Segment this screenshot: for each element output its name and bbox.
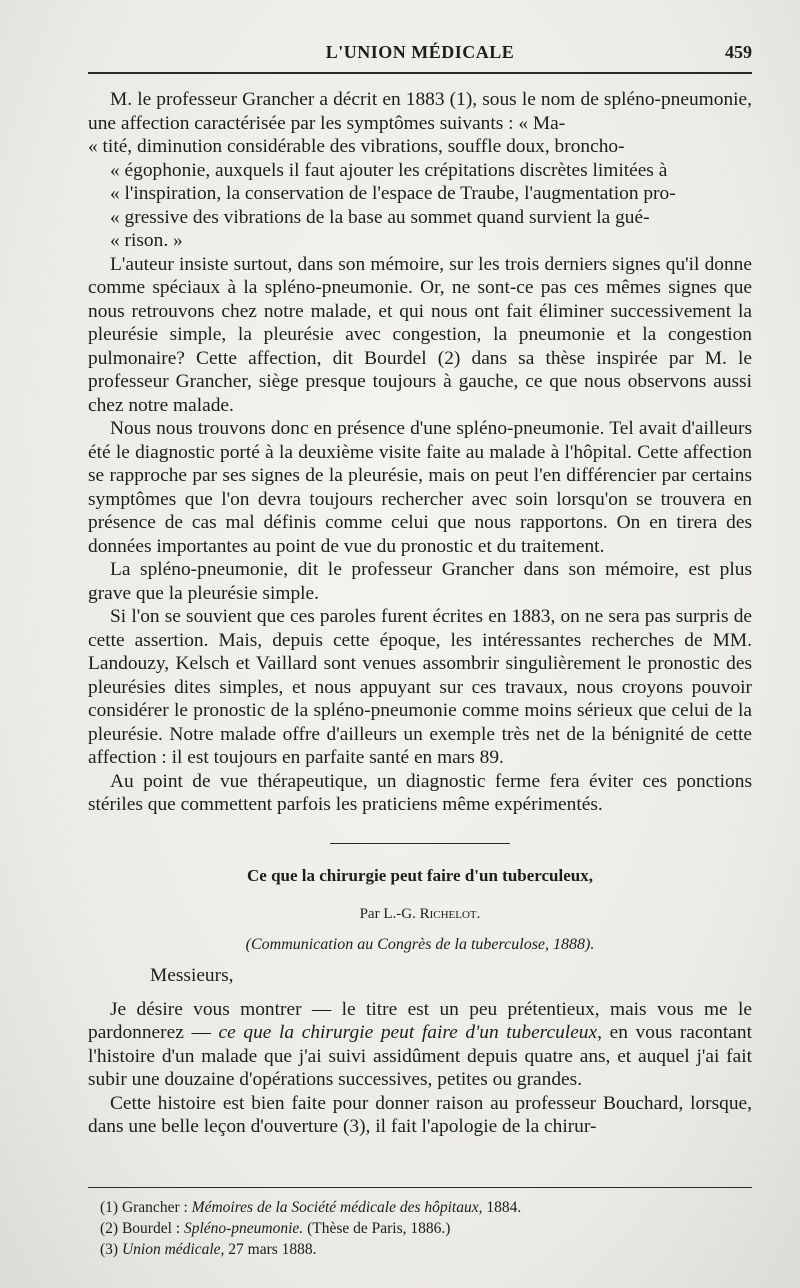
quote-line: « l'inspiration, la conservation de l'espace de Traube, l'augmentation pro- (110, 183, 676, 204)
footnote-source: Mémoires de la Société médicale des hôpitaux, (191, 1199, 483, 1216)
author-name: L.-G. Richelot. (383, 906, 481, 922)
paragraph: La spléno-pneumonie, dit le professeur Grancher dans son mémoire, est plus grave que la pleurésie simple. (88, 559, 752, 604)
quote-line: « rison. » (110, 230, 183, 251)
paragraph-text: en vous racontant l'histoire d'un malade que j'ai suivi assidûment depuis quatre ans, et auquel j'ai fait subir une douzaine d'opérations successives, petites ou grandes. (88, 1022, 752, 1090)
communication-note: (Communication au Congrès de la tuberculose, 1888). (245, 935, 595, 953)
byline (88, 903, 752, 927)
salutation: Messieurs, (150, 965, 234, 986)
article-title: Ce que la chirurgie peut faire d'un tuberculeux, (247, 865, 593, 885)
page-header (88, 38, 752, 68)
footnote-source: Spléno-pneumonie. (183, 1220, 304, 1237)
section-divider (330, 843, 510, 844)
italic-title-quote: ce que la chirurgie peut faire d'un tuberculeux, (218, 1022, 602, 1043)
footnote-number: (2) Bourdel : (100, 1220, 181, 1237)
footnote-rule (88, 1187, 752, 1188)
footnote-detail: 1884. (486, 1199, 522, 1216)
paragraph: Cette histoire est bien faite pour donner raison au professeur Bouchard, lorsque, dans une belle leçon d'ouverture (3), il fait l'apologie de la chirur- (88, 1092, 752, 1137)
footnote-number: (3) (100, 1241, 119, 1258)
page-number: 459 (725, 42, 752, 62)
quote-line: « égophonie, auxquels il faut ajouter les crépitations discrètes limitées à (110, 159, 668, 181)
paragraph (88, 88, 752, 253)
footnote (100, 1197, 740, 1218)
body-text (88, 88, 752, 1139)
paragraph-text: Je désire vous montrer — le titre est un peu prétentieux, mais vous me le pardonnerez — (88, 998, 752, 1043)
footnote-detail: 27 mars 1888. (228, 1241, 317, 1258)
paragraph: Au point de vue thérapeutique, un diagnostic ferme fera éviter ces ponctions stériles que commettent parfois les praticiens même expérimentés. (88, 770, 752, 815)
paragraph-text: M. le professeur Grancher a décrit en 1883 (1), sous le nom de spléno-pneumonie, une affection caractérisée par les symptômes suivants : « Ma- (88, 89, 752, 134)
quote-line: « tité, diminution considérable des vibrations, souffle doux, broncho- (88, 136, 625, 157)
running-title: L'UNION MÉDICALE (325, 42, 515, 62)
footnote (100, 1218, 740, 1239)
paragraph: Si l'on se souvient que ces paroles furent écrites en 1883, on ne sera pas surpris de cette assertion. Mais, depuis cette époque, les intéressantes recherches de MM. Landouzy, Kelsch et Vaillard sont venues assombrir singulièrement le pronostic des pleurésies dites simples, et nous appuyant sur ces travaux, nous croyons pouvoir considérer le pronostic de la spléno-pneumonie comme moins sérieux que celui de la pleurésie. Notre malade offre d'ailleurs un exemple très net de la bénignité de cette affection : il est toujours en parfaite santé en mars 89. (88, 606, 752, 768)
byline-prefix: Par (359, 906, 380, 922)
quote-line: « gressive des vibrations de la base au sommet quand survient la gué- (110, 206, 650, 228)
paragraph: L'auteur insiste surtout, dans son mémoire, sur les trois derniers signes qu'il donne comme spéciaux à la spléno-pneumonie. Or, ne sont-ce pas ces mêmes signes que nous retrouvons chez notre malade, et qui nous ont fait éliminer successivement la pleurésie simple, la pleurésie avec congestion, la pneumonie et la congestion pulmonaire? Cette affection, dit Bourdel (2) dans sa thèse inspirée par M. le professeur Grancher, siège presque toujours à gauche, ce que nous observons aussi chez notre malade. (88, 253, 752, 416)
paragraph (88, 998, 752, 1092)
footnote (100, 1239, 740, 1260)
footnote-detail: (Thèse de Paris, 1886.) (307, 1220, 451, 1237)
header-rule (88, 72, 752, 74)
paragraph: Nous nous trouvons donc en présence d'une spléno-pneumonie. Tel avait d'ailleurs été le diagnostic porté à la deuxième visite faite au malade à l'hôpital. Cette affection se rapproche par ses signes de la pleurésie, mais on peut l'en différencier par certains symptômes que l'on devra toujours rechercher avec soin lorsqu'on se trouvera en présence de cas mal définis comme celui que nous rapportons. On en tirera des données importantes au point de vue du pronostic et du traitement. (88, 418, 752, 557)
footnotes (100, 1197, 740, 1260)
footnote-number: (1) Grancher : (100, 1199, 188, 1216)
footnote-source: Union médicale, (121, 1241, 225, 1258)
